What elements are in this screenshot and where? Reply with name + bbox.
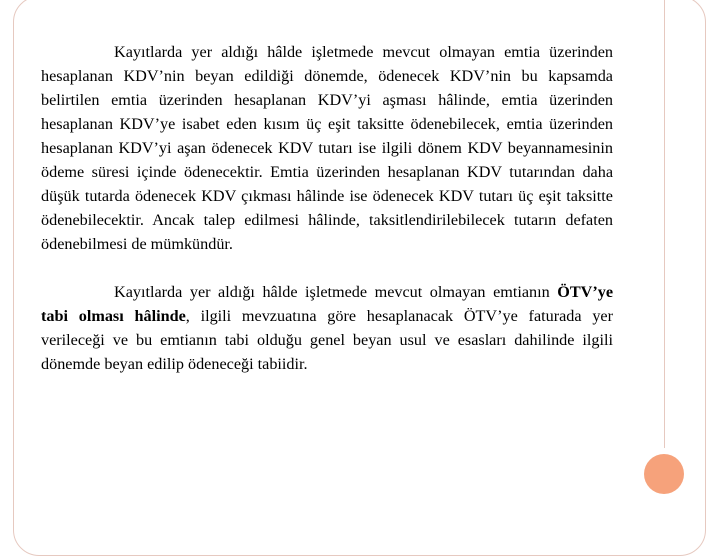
paragraph-2-bold: ÖTV’ye tabi olması hâlinde [41, 283, 613, 325]
paragraph-2-after: , ilgili mevzuatına göre hesaplanacak ÖTV’ye faturada yer verileceği ve bu emtianın tabi olduğu genel beyan usul ve esasları dahilinde ilgili dönemde beyan edilip ödeneceği tabiidir. [41, 307, 614, 373]
decorative-circle-icon [644, 454, 684, 494]
decorative-vertical-line [664, 0, 665, 452]
paragraph-1: Kayıtlarda yer aldığı hâlde işletmede mevcut olmayan emtia üzerinden hesaplanan KDV’nin beyan edildiği dönemde, ödenecek KDV’nin bu kapsamda belirtilen emtia üzerinden hesaplanan KDV’yi aşması hâlinde, emtia üzerinden hesaplanan KDV’ye isabet eden kısım üç eşit taksitte ödenebilecek, emtia üzerinden hesaplanan KDV’yi aşan ödenecek KDV tutarı ise ilgili dönem KDV beyannamesinin ödeme süresi içinde ödenecektir. Emtia üzerinden hesaplanan KDV tutarından daha düşük tutarda ödenecek KDV çıkması hâlinde ise ödenecek KDV tutarı üç eşit taksitte ödenebilecektir. Ancak talep edilmesi hâlinde, taksitlendirilebilecek tutarın defaten ödenebilmesi de mümkündür. [41, 43, 613, 253]
paragraph-2-before: Kayıtlarda yer aldığı hâlde işletmede mevcut olmayan emtianın [114, 283, 558, 301]
slide-body [41, 40, 613, 376]
paragraph-2 [41, 280, 613, 376]
